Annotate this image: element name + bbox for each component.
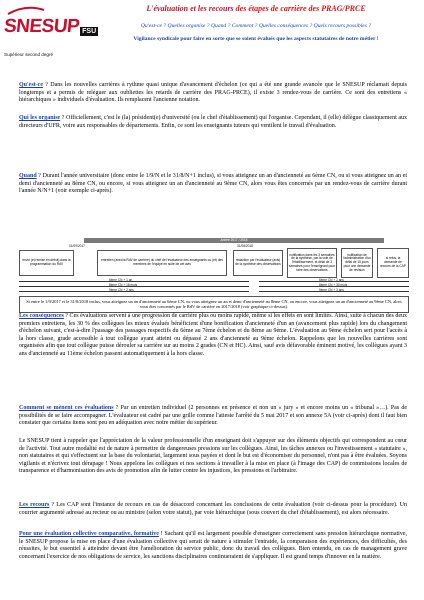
section-when bbox=[19, 173, 407, 196]
timeline-label-6: 9ème CN + 3 ans bbox=[319, 288, 344, 292]
section-consequences-label: Les conséquences bbox=[19, 313, 64, 319]
timeline-step-2: entretien (avec/la RdV de carrière) du chef de l'évaluateur des enseignants ou (et) des membres de l'équipe en suite de cet avis bbox=[97, 250, 227, 276]
timeline-step-6: si refus, la demande de recours de la CAP bbox=[377, 248, 409, 278]
section-what-label: Qu'est-ce bbox=[19, 82, 43, 88]
section-when-text: ? Durant l'année universitaire (donc entre le 1/9/N et le 31/8/N+1 inclus), si vous atteignez un an d'ancienneté au 6ème CN, ou si vous atteignez un an et demi d'ancienneté au 8ème CN, ou encore, si vous atteignez un an d'ancienneté au 9ème CN, alors vous êtes concernés par un rendez-vous de carrière durant l'année N/N+1 (voir exemple ci-après). bbox=[19, 173, 407, 195]
timeline-label-4: 6ème CN + 2 ans bbox=[319, 278, 344, 282]
vigilance-banner: Vigilance syndicale pour faire en sorte que se soient évalués que les aspects statutaires de notre métier ! bbox=[133, 36, 379, 42]
title-rest: des étapes de carrière des PRAG/PRCE bbox=[233, 4, 366, 13]
section-snesup-position bbox=[19, 438, 407, 476]
section-appeals-text: ? Les CAP sont l'instance de recours en cas de désaccord concernant les conclusions de cette évaluation (voir ci-dessus pour la procédure). Un courrier argumenté adressé au recteur ou au ministre (selon votre statut), par voie hiérarchique (sous couvert du chef d'établissement), est alors nécessaire. bbox=[19, 502, 407, 516]
timeline-date-start: 01/09/2017 bbox=[69, 244, 85, 248]
timeline-step-1: envoi (et remise en début) dans la programmation du RdV bbox=[19, 250, 74, 276]
timeline-line-3 bbox=[19, 291, 249, 292]
timeline-note-box: Si entre le 1/9/2017 et le 31/8/2018 inclus, vous atteignez un an d'ancienneté au 6ème CN, ou vous atteignez un an et demi d'ancienneté au 8ème CN, ou encore, vous atteignez un an d'ancienneté au 9ème CN, alors vous êtes concernés par le RdV de carrière en 2017/2018 (voir graphique ci-dessus). bbox=[19, 296, 409, 313]
section-who-text: ? Officiellement, c'est le (la) président(e) d'université (ou le chef d'établissement) qui l'organise. Cependant, il (elle) délègue classiquement aux directeurs d'UFR, voire aux responsables de départements. Enfin, ce sont les enseignants tuteurs qui ventilent le travail d'évaluation. bbox=[19, 115, 407, 129]
section-snesup-text: Le SNESUP tient à rappeler que l'appréciation de la valeur professionnelle d'un enseignant doit s'appuyer sur des éléments objectifs qui correspondent au cœur de l'activité. Tout autre modalité est de nature à permettre de dangereuses pressions sur les collègues. Ainsi, les tâches annexes ou l'investissement « statutaire », non statutaires et qui s'effectuent sur la base du volontariat, largement sous payées et dont le but est d'économiser du personnel, n'ont pas à être évaluées. Soyons vigilants et n'écrivez tout dérapage ! Nous appelons les collègues et nos sections à travailler à la mise en place (à l'image des CAP) de commissions locales de transparence et d'harmonisation des avis de promotion afin de lutter contre les injustices, les pressions et l'arbitraire. bbox=[19, 438, 407, 475]
logo-swoosh-icon bbox=[6, 6, 46, 16]
timeline-label-1: 6ème CN + 1 an bbox=[109, 278, 133, 282]
timeline-label-5: 8ème CN + 30 mois bbox=[319, 283, 348, 287]
career-timeline-diagram bbox=[19, 238, 409, 290]
timeline-step-5: notification de l'administration d'un délai de 15 jours pour une demande de révision bbox=[341, 248, 373, 278]
timeline-step-3: rédaction par l'évaluateur (avis) de la synthèse des observations bbox=[233, 250, 283, 276]
section-what-text: ? Dans les nouvelles carrières à rythme quasi unique d'avancement d'échelon (ce qui a été une grande avancée que le SNESUP réclamait depuis longtemps et a permis de reléguer aux oubliettes les retards de carrière des PRAG-PRCE), il existe 3 rendez-vous de carrière. Ce sont des entretiens « hiérarchiques » individuels d'évaluation. Ils remplacent l'ancienne notation. bbox=[19, 82, 407, 104]
logo-brand: SNESUP bbox=[2, 16, 81, 37]
section-what bbox=[19, 82, 407, 105]
section-collective-label: Pour une évaluation collective comparative, formative bbox=[19, 531, 159, 537]
section-who-label: Qui les organise bbox=[19, 115, 61, 121]
logo-subtitle: Supérieur second degré bbox=[4, 52, 54, 57]
timeline-label-2: 8ème CN + 18 mois bbox=[109, 283, 138, 287]
section-who bbox=[19, 115, 407, 130]
section-how-label: Comment se mènent ces évaluations bbox=[19, 405, 114, 411]
page-subtitle: Qu'est-ce ? Quelles organise ? Quand ? Comment ? Quelles conséquences ? Quels recours possibles ? bbox=[140, 23, 372, 29]
document-header bbox=[96, 4, 416, 42]
timeline-label-3: 9ème CN + 2 ans bbox=[109, 288, 134, 292]
section-how bbox=[19, 405, 407, 428]
section-appeals-label: Les recours bbox=[19, 502, 50, 508]
page-title bbox=[96, 4, 416, 13]
snesup-logo bbox=[2, 4, 97, 57]
timeline-line-1 bbox=[19, 281, 249, 282]
title-main: L'évaluation et les recours bbox=[146, 4, 234, 13]
section-how-text: ? Par un entretien individuel (2 personnes en présence et non un « jury » et encore moins un « tribunal »…). Pas de possibilités de se faire accompagner. L'évaluateur est cadré par une grille comme l'atteste l'arrêté du 5 mai 2017 et son annexe 5A (voir ci-après) dont il faut bien constater que certains items sont peu en adéquation avec notre métier du supérieur. bbox=[19, 405, 407, 427]
section-collective-text: ! Sachant qu'il est largement possible d'enseigner correctement sans pression hiérarchique normative, le SNESUP propose la mise en place d'une évaluation collective qui serait de nature à stimuler l'entraide, la comparaison des expériences, des difficultés, des réussites, le but essentiel à atteindre devant être l'amélioration du service public, donc du travail des collègues. Bien entendu, en cas de management grave concernant l'exercice de nos obligations de service, les sanctions disciplinaires continueraient de s'appliquer. Il est grand temps d'innover en la matière. bbox=[19, 531, 407, 560]
section-consequences-text: ? Ces évaluations servent à une progression de carrière plus ou moins rapide, même si les effets en sont limités. Ainsi, suite à chacun des deux premiers entretiens, les 30 % des collègues les mieux évalués bénéficient d'une bonification d'ancienneté d'un an (avancement plus rapide) lors du changement d'échelon suivant, c'est-à-dire l'passage des passages respectifs du 6ème au 7ème échelon et du 8ème au 9ème. L'évaluation au 9ème échelon sert pour l'accès à la hors classe, grade accessible à tout collègue ayant atteint ou dépassé 2 ans d'ancienneté au 9ème échelon. Rappelons que les nouvelles carrières sont organisées afin que tout collègue puisse dérouler sa carrière sur au moins 2 grades (CN et HC). Ainsi, sauf avis défavorable éminent motivé, les collègues ayant 3 ans d'ancienneté au 11ème échelon passent automatiquement à la hors classe. bbox=[19, 313, 407, 357]
section-when-label: Quand bbox=[19, 173, 37, 179]
logo-badge: FSU bbox=[82, 28, 97, 35]
timeline-date-mid: 31/08/2018 bbox=[237, 244, 253, 248]
section-collective-evaluation bbox=[19, 531, 407, 561]
section-consequences bbox=[19, 313, 407, 359]
timeline-step-4: notification dans les 3 semaines de la synthèse, par la voie de l'établissement, et délai de 3 semaines pour l'enseignant pour faire des observations bbox=[287, 248, 337, 278]
timeline-year-bar: Année 2017 / 2018 bbox=[84, 238, 384, 243]
section-appeals bbox=[19, 502, 407, 517]
